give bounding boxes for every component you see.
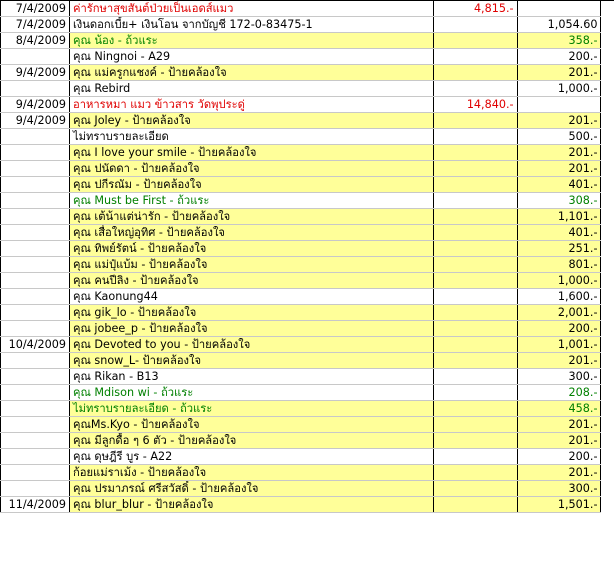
expense-cell [433, 449, 517, 465]
spacer-cell [601, 113, 614, 129]
spacer-cell [601, 209, 614, 225]
table-row [1, 177, 614, 193]
description-cell: ค่ารักษาสุขสันต์ป่วยเป็นเอดส์แมว [69, 1, 433, 17]
table-row [1, 161, 614, 177]
table-row [1, 385, 614, 401]
income-cell: 1,054.60 [517, 17, 601, 33]
spacer-cell [601, 17, 614, 33]
table-row [1, 321, 614, 337]
description-cell: ก้อยแม่ราเม้ง - ป้ายคล้องใจ [69, 465, 433, 481]
table-row [1, 1, 614, 17]
description-cell: คุณ Devoted to you - ป้ายคล้องใจ [69, 337, 433, 353]
income-cell: 308.- [517, 193, 601, 209]
spacer-cell [601, 337, 614, 353]
table-row [1, 193, 614, 209]
table-row [1, 465, 614, 481]
description-cell: คุณ คนปีลิง - ป้ายคล้องใจ [69, 273, 433, 289]
expense-cell [433, 417, 517, 433]
date-cell [1, 193, 70, 209]
expense-cell [433, 49, 517, 65]
expense-cell [433, 177, 517, 193]
date-cell [1, 81, 70, 97]
expense-cell [433, 289, 517, 305]
expense-cell [433, 241, 517, 257]
expense-cell [433, 385, 517, 401]
income-cell: 401.- [517, 177, 601, 193]
spacer-cell [601, 321, 614, 337]
date-cell: 9/4/2009 [1, 65, 70, 81]
date-cell [1, 177, 70, 193]
expense-cell [433, 225, 517, 241]
description-cell: คุณ gik_lo - ป้ายคล้องใจ [69, 305, 433, 321]
income-cell: 1,101.- [517, 209, 601, 225]
expense-cell [433, 353, 517, 369]
date-cell [1, 161, 70, 177]
description-cell: คุณ ปกีรณัม - ป้ายคล้องใจ [69, 177, 433, 193]
description-cell: อาหารหมา แมว ข้าวสาร วัดพุประดู่ [69, 97, 433, 113]
table-row [1, 17, 614, 33]
income-cell: 201.- [517, 465, 601, 481]
income-cell: 201.- [517, 65, 601, 81]
income-cell: 1,001.- [517, 337, 601, 353]
description-cell: คุณ I love your smile - ป้ายคล้องใจ [69, 145, 433, 161]
income-cell: 801.- [517, 257, 601, 273]
spacer-cell [601, 1, 614, 17]
income-cell: 2,001.- [517, 305, 601, 321]
date-cell: 11/4/2009 [1, 497, 70, 513]
table-row [1, 129, 614, 145]
income-cell: 201.- [517, 353, 601, 369]
description-cell: คุณ เสื่อใหญ่อุทิศ - ป้ายคล้องใจ [69, 225, 433, 241]
expense-cell [433, 193, 517, 209]
spacer-cell [601, 433, 614, 449]
spacer-cell [601, 129, 614, 145]
income-cell: 201.- [517, 113, 601, 129]
expense-cell [433, 145, 517, 161]
date-cell [1, 145, 70, 161]
income-cell: 201.- [517, 417, 601, 433]
income-cell: 200.- [517, 321, 601, 337]
date-cell [1, 321, 70, 337]
date-cell [1, 369, 70, 385]
expense-cell [433, 305, 517, 321]
date-cell [1, 241, 70, 257]
table-row [1, 305, 614, 321]
table-row [1, 449, 614, 465]
date-cell [1, 225, 70, 241]
description-cell: คุณ blur_blur - ป้ายคล้องใจ [69, 497, 433, 513]
date-cell [1, 257, 70, 273]
description-cell: ไม่ทราบรายละเอียด [69, 129, 433, 145]
table-row [1, 209, 614, 225]
spacer-cell [601, 241, 614, 257]
table-row [1, 97, 614, 113]
income-cell: 300.- [517, 369, 601, 385]
income-cell: 300.- [517, 481, 601, 497]
income-cell: 251.- [517, 241, 601, 257]
description-cell: คุณMs.Kyo - ป้ายคล้องใจ [69, 417, 433, 433]
expense-cell [433, 465, 517, 481]
table-row [1, 289, 614, 305]
expense-cell [433, 161, 517, 177]
date-cell [1, 353, 70, 369]
expense-cell [433, 65, 517, 81]
income-cell: 1,000.- [517, 273, 601, 289]
description-cell: คุณ snow_L- ป้ายคล้องใจ [69, 353, 433, 369]
description-cell: คุณ น้อง - ถ้วแระ [69, 33, 433, 49]
spacer-cell [601, 385, 614, 401]
date-cell [1, 481, 70, 497]
table-row [1, 401, 614, 417]
description-cell: คุณ แม่ปุ๋แบ้ม - ป้ายคล้องใจ [69, 257, 433, 273]
income-cell: 200.- [517, 449, 601, 465]
spacer-cell [601, 257, 614, 273]
table-row [1, 49, 614, 65]
income-cell [517, 1, 601, 17]
income-cell: 201.- [517, 145, 601, 161]
table-row [1, 337, 614, 353]
spacer-cell [601, 401, 614, 417]
spacer-cell [601, 273, 614, 289]
income-cell: 1,000.- [517, 81, 601, 97]
income-cell: 1,600.- [517, 289, 601, 305]
date-cell: 9/4/2009 [1, 113, 70, 129]
spacer-cell [601, 481, 614, 497]
table-row [1, 497, 614, 513]
expense-cell [433, 273, 517, 289]
spacer-cell [601, 225, 614, 241]
spacer-cell [601, 193, 614, 209]
table-row [1, 417, 614, 433]
date-cell: 8/4/2009 [1, 33, 70, 49]
spacer-cell [601, 449, 614, 465]
income-cell: 458.- [517, 401, 601, 417]
income-cell: 208.- [517, 385, 601, 401]
income-cell: 201.- [517, 161, 601, 177]
date-cell: 10/4/2009 [1, 337, 70, 353]
date-cell [1, 289, 70, 305]
description-cell: คุณ Ningnoi - A29 [69, 49, 433, 65]
table-row [1, 433, 614, 449]
date-cell: 7/4/2009 [1, 1, 70, 17]
spacer-cell [601, 417, 614, 433]
description-cell: เงินดอกเบี้ย+ เงินโอน จากบัญชี 172-0-83475-1 [69, 17, 433, 33]
spacer-cell [601, 33, 614, 49]
table-row [1, 65, 614, 81]
table-row [1, 273, 614, 289]
description-cell: คุณ Must be First - ถ้วแระ [69, 193, 433, 209]
description-cell: คุณ Kaonung44 [69, 289, 433, 305]
table-row [1, 145, 614, 161]
date-cell [1, 49, 70, 65]
description-cell: คุณ ปรมาภรณ์ ศรีสวัสดิ์ - ป้ายคล้องใจ [69, 481, 433, 497]
date-cell [1, 401, 70, 417]
table-row [1, 33, 614, 49]
spacer-cell [601, 465, 614, 481]
expense-cell [433, 337, 517, 353]
spacer-cell [601, 81, 614, 97]
description-cell: คุณ Joley - ป้ายคล้องใจ [69, 113, 433, 129]
expense-cell [433, 257, 517, 273]
spacer-cell [601, 145, 614, 161]
expense-cell [433, 481, 517, 497]
date-cell [1, 433, 70, 449]
spacer-cell [601, 369, 614, 385]
expense-cell [433, 401, 517, 417]
spacer-cell [601, 97, 614, 113]
description-cell: คุณ Rikan - B13 [69, 369, 433, 385]
table-row [1, 81, 614, 97]
table-row [1, 481, 614, 497]
description-cell: คุณ ดุษฎีรี บูร - A22 [69, 449, 433, 465]
spacer-cell [601, 289, 614, 305]
spacer-cell [601, 65, 614, 81]
date-cell [1, 385, 70, 401]
spacer-cell [601, 49, 614, 65]
income-cell: 500.- [517, 129, 601, 145]
table-row [1, 257, 614, 273]
expense-cell [433, 17, 517, 33]
table-row [1, 225, 614, 241]
description-cell: คุณ ทิพย์รัตน์ - ป้ายคล้องใจ [69, 241, 433, 257]
expense-cell [433, 433, 517, 449]
date-cell: 7/4/2009 [1, 17, 70, 33]
ledger-body [1, 1, 614, 513]
description-cell: คุณ jobee_p - ป้ายคล้องใจ [69, 321, 433, 337]
expense-cell [433, 497, 517, 513]
income-cell: 1,501.- [517, 497, 601, 513]
description-cell: คุณ Rebird [69, 81, 433, 97]
expense-cell [433, 209, 517, 225]
table-row [1, 353, 614, 369]
description-cell: คุณ มีลูกดื้อ ๆ 6 ตัว - ป้ายคล้องใจ [69, 433, 433, 449]
date-cell [1, 465, 70, 481]
expense-cell [433, 33, 517, 49]
table-row [1, 369, 614, 385]
table-row [1, 241, 614, 257]
description-cell: ไม่ทราบรายละเอียด - ถ้วแระ [69, 401, 433, 417]
spacer-cell [601, 497, 614, 513]
date-cell [1, 129, 70, 145]
description-cell: คุณ ปนัดดา - ป้ายคล้องใจ [69, 161, 433, 177]
table-row [1, 113, 614, 129]
date-cell [1, 305, 70, 321]
description-cell: คุณ เต้น้าแต่น่ารัก - ป้ายคล้องใจ [69, 209, 433, 225]
expense-cell [433, 113, 517, 129]
expense-cell [433, 129, 517, 145]
spacer-cell [601, 161, 614, 177]
expense-cell: 4,815.- [433, 1, 517, 17]
description-cell: คุณ Mdison wi - ถ้วแระ [69, 385, 433, 401]
date-cell [1, 209, 70, 225]
income-cell: 201.- [517, 433, 601, 449]
income-cell [517, 97, 601, 113]
income-cell: 200.- [517, 49, 601, 65]
spacer-cell [601, 177, 614, 193]
expense-cell: 14,840.- [433, 97, 517, 113]
date-cell [1, 449, 70, 465]
date-cell [1, 417, 70, 433]
date-cell [1, 273, 70, 289]
income-cell: 401.- [517, 225, 601, 241]
description-cell: คุณ แม่ครูกแชงค์ - ป้ายคล้องใจ [69, 65, 433, 81]
spacer-cell [601, 305, 614, 321]
spacer-cell [601, 353, 614, 369]
income-cell: 358.- [517, 33, 601, 49]
expense-cell [433, 369, 517, 385]
expense-cell [433, 81, 517, 97]
date-cell: 9/4/2009 [1, 97, 70, 113]
expense-cell [433, 321, 517, 337]
